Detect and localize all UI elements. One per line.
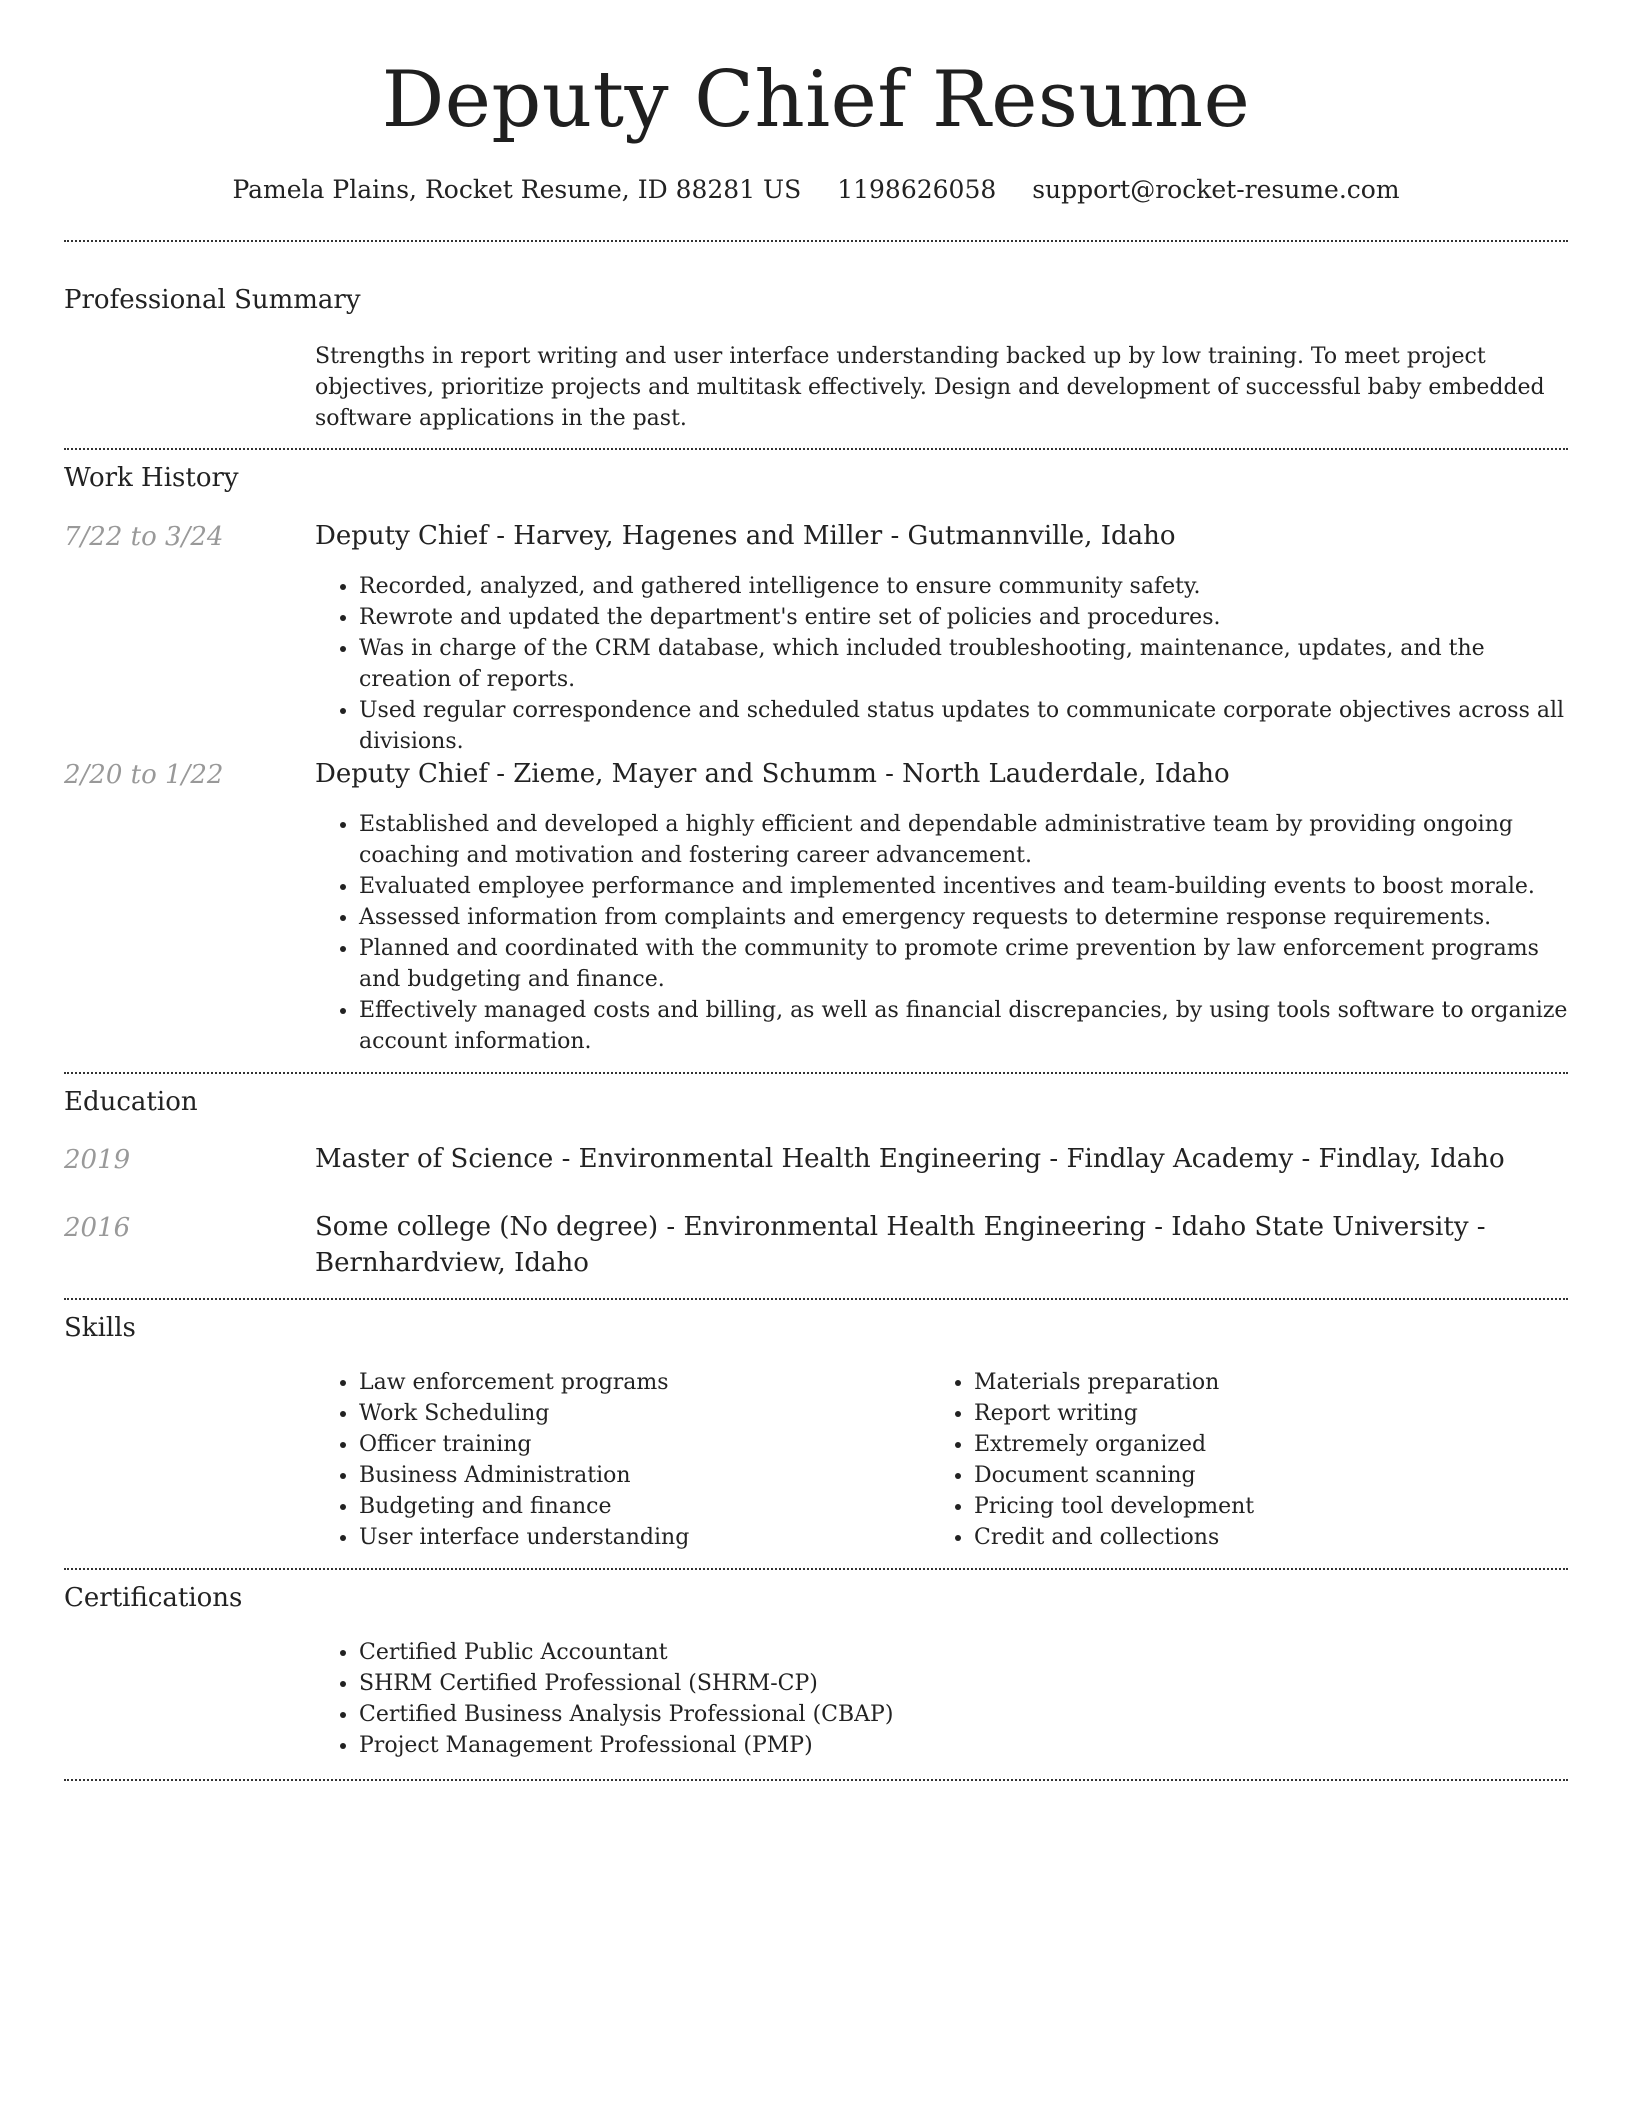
skill-item: • Pricing tool development [974, 1491, 1568, 1522]
skill-item: • Materials preparation [974, 1367, 1568, 1398]
job-dates: 7/22 to 3/24 [64, 522, 224, 552]
job-bullets [315, 809, 1568, 1057]
education-entry: Master of Science - Environmental Health Engineering - Findlay Academy - Findlay, Idaho [315, 1144, 1505, 1174]
skill-item: • Law enforcement programs [359, 1367, 930, 1398]
contact-phone: 1198626058 [837, 175, 997, 204]
skill-item: • User interface understanding [359, 1522, 930, 1553]
contact-address: Pamela Plains, Rocket Resume, ID 88281 US [232, 175, 802, 204]
skill-item: • Document scanning [974, 1460, 1568, 1491]
job-bullet: • Evaluated employee performance and implemented incentives and team-building events to boost morale. [359, 871, 1568, 902]
job-bullet: • Established and developed a highly efficient and dependable administrative team by providing ongoing coaching and motivation and fostering career advancement. [359, 809, 1568, 871]
divider [64, 1298, 1568, 1300]
contact-line [0, 170, 1632, 210]
job-bullet: • Rewrote and updated the department's entire set of policies and procedures. [359, 602, 1568, 633]
job-title: Deputy Chief - Harvey, Hagenes and Miller - Gutmannville, Idaho [315, 521, 1176, 551]
education-heading: Education [64, 1087, 198, 1117]
job-bullet: • Effectively managed costs and billing, as well as financial discrepancies, by using tools software to organize account information. [359, 995, 1568, 1057]
education-year: 2016 [64, 1213, 131, 1243]
job-bullet: • Assessed information from complaints and emergency requests to determine response requirements. [359, 902, 1568, 933]
skill-item: • Officer training [359, 1429, 930, 1460]
skills-list-left [315, 1367, 930, 1553]
education-year: 2019 [64, 1145, 131, 1175]
certifications-heading: Certifications [64, 1583, 243, 1613]
divider [64, 240, 1568, 242]
skill-item: • Budgeting and finance [359, 1491, 930, 1522]
skill-item: • Extremely organized [974, 1429, 1568, 1460]
divider [64, 1568, 1568, 1570]
divider [64, 1072, 1568, 1074]
skill-item: • Credit and collections [974, 1522, 1568, 1553]
skill-item: • Work Scheduling [359, 1398, 930, 1429]
summary-heading: Professional Summary [64, 285, 361, 315]
certifications-list [315, 1637, 1568, 1761]
job-bullet: • Was in charge of the CRM database, which included troubleshooting, maintenance, updates, and the creation of reports. [359, 633, 1568, 695]
certification-item: • Certified Public Accountant [359, 1637, 1568, 1668]
skills-list-right [930, 1367, 1568, 1553]
job-bullet: • Planned and coordinated with the community to promote crime prevention by law enforcement programs and budgeting and finance. [359, 933, 1568, 995]
certification-item: • Certified Business Analysis Professional (CBAP) [359, 1699, 1568, 1730]
certification-item: • Project Management Professional (PMP) [359, 1730, 1568, 1761]
job-bullets [315, 571, 1568, 757]
job-bullet: • Used regular correspondence and scheduled status updates to communicate corporate objectives across all divisions. [359, 695, 1568, 757]
skills-heading: Skills [64, 1313, 136, 1343]
job-bullet: • Recorded, analyzed, and gathered intelligence to ensure community safety. [359, 571, 1568, 602]
divider [64, 448, 1568, 450]
work-history-heading: Work History [64, 463, 239, 493]
certification-item: • SHRM Certified Professional (SHRM-CP) [359, 1668, 1568, 1699]
job-title: Deputy Chief - Zieme, Mayer and Schumm - North Lauderdale, Idaho [315, 759, 1230, 789]
skill-item: • Report writing [974, 1398, 1568, 1429]
education-entry: Some college (No degree) - Environmental Health Engineering - Idaho State University - Bernhardview, Idaho [315, 1212, 1486, 1278]
job-dates: 2/20 to 1/22 [64, 760, 224, 790]
contact-email: support@rocket-resume.com [1032, 175, 1400, 204]
divider [64, 1779, 1568, 1781]
page-title: Deputy Chief Resume [381, 55, 1251, 145]
skill-item: • Business Administration [359, 1460, 930, 1491]
summary-text: Strengths in report writing and user interface understanding backed up by low training. To meet project objectives, prioritize projects and multitask effectively. Design and development of successful baby embedded software applications in the past. [315, 344, 1545, 431]
